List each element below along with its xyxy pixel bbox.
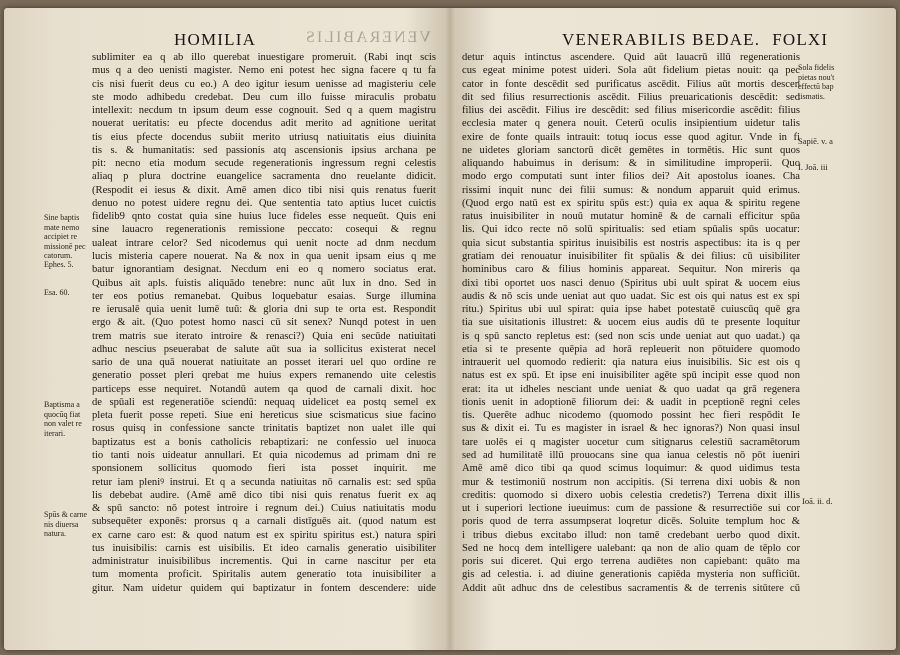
text-line: baptizatus est a bonis catholicis rebaptizari: ne confessio uel inuoca	[92, 436, 436, 448]
text-line: adhuc nescius pseuerabat de salute aūt sua ia sollicitus existerat necel	[92, 343, 436, 355]
text-line: administratur inuisibilibus incrementis. Qui in carne nascitur per eta	[92, 556, 436, 568]
text-line: ne uidetes gloriam sanctorū dicēt gemētes in tormētis. Hic sunt quos	[462, 144, 800, 156]
text-line: particeps esse nequiret. Notandū autem qa quod de carnali dixit. hoc	[92, 383, 436, 395]
text-line: sus & dixit ei. Tu es magister in israel & hec ignoras?) Non quasi insul	[462, 423, 800, 435]
text-line: tus inuisibilis: carnis est uisibilis. Et ideo carnalis generatio uisibiliter	[92, 542, 436, 554]
text-line: ualeat intrare celor? Sed nicodemus qui uenit nocte ad dnm necdum	[92, 237, 436, 249]
text-line: mus q a deo uenisti magister. Nemo eni potest hec signa facere q tu fa	[92, 65, 436, 77]
margin-note-isaiah: Esa. 60.	[44, 288, 70, 297]
text-line: pit: necno etia modum secude regenerationis ingressum regni celestis	[92, 158, 436, 170]
text-line: sed ad humilitatē illū prouocans sine qua ianua celestis nō pōt iueniri	[462, 449, 800, 461]
text-line: Amē amē dico tibi qa quod scimus loquimur: & quod uidimus testa	[462, 463, 800, 475]
left-running-head: HOMILIA	[174, 30, 257, 49]
text-line: dixi tibi oportet uos nasci denuo (Spiritus ubi uult spirat & uocem eius	[462, 277, 800, 289]
text-line: ter eos potius remanebat. Quibus loquebatur esaias. Surge illumina	[92, 290, 436, 302]
text-line: quia sicut substantia spiritus inuisibilis est nostris aspectibus: ita is q per	[462, 237, 800, 249]
left-page	[4, 8, 450, 650]
ref-note-sapientia: Sapiē. v. a	[798, 136, 833, 146]
text-line: rosus quisq in confessione sancte trinitatis baptizet non ualet ille qui	[92, 423, 436, 435]
text-line: i tribus diebus excitabo illud: non tamē credebant uerbo quod dixit.	[462, 529, 800, 541]
text-line: ut i superiori lectione iueuimus: cum de passione & resurrectiōe sui cor	[462, 503, 800, 515]
text-line: pleta fuerit posse repeti. Siue eni hereticus siue scismaticus siue facino	[92, 410, 436, 422]
text-line: erat: ita ut idheles nesciant unde ueniat & quo uadat qa grā regenera	[462, 383, 800, 395]
text-line: lis. Qui idco recte nō solū spiritualis: sed etiam spūalis spūs uocatur:	[462, 224, 800, 236]
folio-number: FOLXI	[772, 30, 829, 49]
text-line: poris quod de terra assumpserat loqretur dicēs. Soluite templum hoc &	[462, 516, 800, 528]
bleed-through-text: VENERABILIS	[304, 29, 431, 46]
text-line: batur ignorantiam designat. Necdum eni eo q nomero sociatus erat.	[92, 264, 436, 276]
text-line: mur & testimoniū nostrum non accipitis. (Si terrena dixi uobis & non	[462, 476, 800, 488]
text-line: (Quod ergo natū est ex spiritu spūs est:) quia ex aqua & spiritu regene	[462, 197, 800, 209]
text-line: is q spū sancto repletus est: (sed non scis unde ueniat aut quo uadat.) qa	[462, 330, 800, 342]
ref-note-ioannes-ii: Ioā. ii. d.	[802, 496, 833, 506]
text-line: gis ad celestia. i. ad diuine generationis capiēda mysteria non sufficiūt.	[462, 569, 800, 581]
text-line: tum momenta proficit. Spiritalis autem generatio tota inuisibiliter a	[92, 569, 436, 581]
text-line: sponsionem sollicitus quomodo fieri ista posset inquirit. me	[92, 463, 436, 475]
text-line: exire de fonte quails intrauit: totuq iocus esse quod agitur. Vnde in fi	[462, 131, 800, 143]
text-line: & spū sancto: nō potest introire i regnum dei.) Cuius natiuitatis modu	[92, 503, 436, 515]
text-line: tis s. & humanitatis: sed passionis atq ascensionis ipsius archana pe	[92, 144, 436, 156]
margin-note-spirit-flesh: Spūs & carne nis diuersa natura.	[44, 510, 88, 538]
text-line: tia sue uisitationis illustret: & uocem eius audis dū te presente loquitur	[462, 317, 800, 329]
text-line: ste modo adhibedu credebat. Deu cum illo fuisse miraculis probatu	[92, 91, 436, 103]
text-line: aliaq p plura doctrine euangelice sacramenta dno reuelante didicit.	[92, 171, 436, 183]
text-line: lucis misteria capere nouerat. Na & nox in qua uenit ipsam eius q me	[92, 250, 436, 262]
text-line: ex carne caro est: & quod natum est ex spiritu spiritus est.) natura spiri	[92, 529, 436, 541]
text-line: ergo & ait. (Quo potest homo nasci cū sit senex? Nunqd potest in uen	[92, 317, 436, 329]
margin-note-ephesians: Ephes. 5.	[44, 260, 74, 269]
text-line: dit sed filius resurrectionis ascēdit. Filius preuaricationis descēdit: sed	[462, 91, 800, 103]
text-line: generatio posset pleri qrebat me huius expers remanendo uite celestis	[92, 370, 436, 382]
text-line: nouerat ueritatis: eu pfecte docendus adit merito ad agnitione ueritat	[92, 118, 436, 130]
text-line: cator in fonte descēdit sed purificatus ascēdit. Filius aūt mortis descen	[462, 78, 800, 90]
text-line: tionis uenit in adoptionē filiorum dei: & uadit in pceptionē regni celes	[462, 396, 800, 408]
text-line: intrauerit uel quomodo redierit: qia natura eius inuisibilis. Sic est ois q	[462, 357, 800, 369]
text-line: ritu.) Spiritus ubi uul spirat: quia ipse habet potestatē cuiuscūq quē gra	[462, 304, 800, 316]
text-line: filius dei ascēdit. Filius ire descēdit: sed filius misericordie ascēdit: filius	[462, 105, 800, 117]
text-line: rissimi inquit nunc dei filii sumus: & nondum apparuit quid erimus.	[462, 184, 800, 196]
text-line: poris sui diceret. Qui ergo terrena audiētes non capiebant: quāto ma	[462, 556, 800, 568]
text-line: tio tanti nois uideatur annullari. Et quia nicodemus ad primam dni re	[92, 449, 436, 461]
right-running-head	[562, 30, 828, 50]
text-line: tis. Querēte adhuc nicodemo (quomodo possint hec fieri respōdit Ie	[462, 410, 800, 422]
text-line: cus egeat minime potest uideri. Sola aūt fidelium pietas nouit: qa pec	[462, 65, 800, 77]
text-line: sario de una quā nouerat natiuitate an posset iterari uel quo ordine re	[92, 357, 436, 369]
ref-note-ioannes-iii: I. Joā. iii	[798, 162, 828, 172]
text-line: tare uolēs ei q magister uocetur cum sitignarus celestiū sacramētorum	[462, 436, 800, 448]
right-body-text	[462, 51, 800, 595]
text-line: sine lauacro regenerationis remissione peccato: cosequi & regnu	[92, 224, 436, 236]
text-line: hominibus caro & filius hominis appareat. Sequitur. Non mireris qa	[462, 264, 800, 276]
text-line: aliquando habuimus in derisum: & in similitudine improperii. Quo	[462, 158, 800, 170]
text-line: ecclesia mater q genera nouit. Ceterū oculis insipientium uidetur talis	[462, 118, 800, 130]
text-line: modo ergo computati sunt inter filios dei? Ait apostolus ioanes. Cha	[462, 171, 800, 183]
text-line: subsequēter exponēs: prorsus q a carnali distīguēs ait. (quod natum est	[92, 516, 436, 528]
text-line: Quibus ait apls. fuistis aliquādo tenebre: nunc aūt lux in dno. Sed in	[92, 277, 436, 289]
text-line: sublimiter ea q ab illo querebat inuestigare promeruit. (Rabi inqt scis	[92, 52, 436, 63]
text-line: fidelib9 qnto costat quia sine huius luce fideles esse nequeūt. Quis eni	[92, 211, 436, 223]
right-running-head-title: VENERABILIS BEDAE.	[562, 30, 761, 49]
text-line: gitur. Nam uidetur quidem qui baptizatur in fontem descendere: uide	[92, 582, 436, 594]
text-line: denuo no potest uidere regnu dei. Que sententia tato aptius lucet cuictis	[92, 197, 436, 209]
text-line: retur iam pleniꝰ instrui. Et q a secunda natiuitas nō carnalis est: sed spūa	[92, 476, 436, 488]
text-line: intellexit: necdum tn ipsum deum esse cognouit. Sed q a quem magistru	[92, 105, 436, 117]
right-page	[450, 8, 896, 650]
text-line: tis eius pfecte docendus subiit merito utriusq natiuitatis eius diuinita	[92, 131, 436, 143]
margin-note-rebaptism: Baptisma a quocūq fiat non valet re iterari.	[44, 400, 82, 438]
book-spread	[4, 8, 896, 650]
left-body-text	[92, 51, 436, 595]
text-line: re ierusalē quia uenit lumē tuū: & gloria dni sup te orta est. Respondit	[92, 304, 436, 316]
text-line: ratus inuisibiliter in nouū mutatur hominē & de carnali efficitur spūa	[462, 211, 800, 223]
text-line: audis & nō scis unde ueniat aut quo uadat. Sic est ois qui natus est ex spi	[462, 290, 800, 302]
text-line: gratiam dei renouatur inuisibiliter fit spūalis & dei filius: cū uisibiliter	[462, 250, 800, 262]
text-line: de spūali est regeneratiōe sciendū: nequaq uidelicet ea postq semel ex	[92, 396, 436, 408]
text-line: cis nisi fuerit deus cu eo.) A deo igitur iesum uenisse ad magisteriu cele	[92, 78, 436, 90]
text-line: natus est ex spū. Et ipse eni inuisibiliter agēte spū incipit esse quod non	[462, 370, 800, 382]
text-line: etia si te presente quēpia ad horā repleuerit non pōtuidere quomodo	[462, 343, 800, 355]
text-line: trem matris sue iterato introire & renasci?) Quia eni secūde natiuitati	[92, 330, 436, 342]
text-line: lis debebat audire. (Amē amē dico tibi nisi quis renatus fuerit ex aq	[92, 489, 436, 501]
text-line: Addit aūt adhuc dns de celestibus sacramentis & de terrenis sitūtere cū	[462, 582, 800, 594]
margin-note-fidelis: Sola fidelis pietas nou't effectū bap tismatis.	[798, 63, 835, 101]
text-line: Sed ne hocq dem intelligere ualebant: qa non de alio quam de tēplo cor	[462, 542, 800, 554]
text-line: (Respodit ei iesus & dixit. Amē amen dico tibi nisi quis renatus fuerit	[92, 184, 436, 196]
text-line: creditis: quomodo si dixero uobis celestia credetis?) Terrena dixit illis	[462, 489, 800, 501]
text-line: detur aquis intinctus ascendere. Quid aūt lauacrū illū regenerationis	[462, 52, 800, 63]
margin-note-baptism: Sine baptis mate nemo accipiet re missionē pec catorum.	[44, 213, 86, 260]
